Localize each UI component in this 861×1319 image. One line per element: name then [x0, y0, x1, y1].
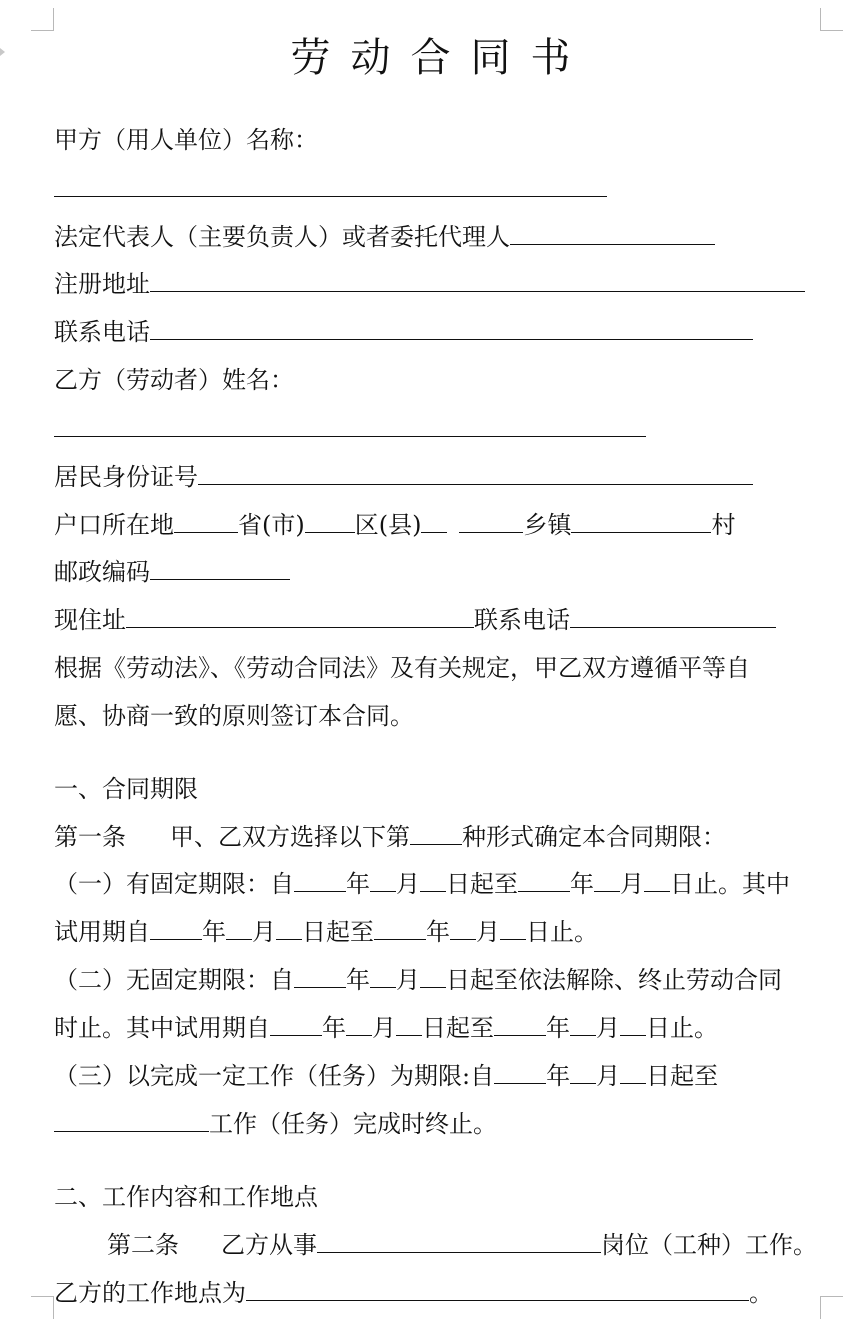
day-field[interactable] [276, 915, 302, 940]
preamble-line: 根据《劳动法》、《劳动合同法》及有关规定，甲乙双方遵循平等自 [54, 654, 750, 682]
open-probation-row [54, 1011, 718, 1045]
fixed-probation-row [54, 915, 598, 949]
party-b-id-row [54, 460, 753, 494]
party-a-name-row [54, 123, 318, 157]
party-b-name-label: 乙方（劳动者）姓名： [54, 366, 294, 394]
month-label: 月 [252, 918, 276, 946]
day-from-label: 日起至 [422, 1014, 494, 1042]
party-b-postcode-row [54, 555, 290, 589]
day-field[interactable] [396, 1011, 422, 1036]
month-field[interactable] [450, 915, 476, 940]
fixed-term-label: （一）有固定期限：自 [54, 870, 294, 898]
month-field[interactable] [570, 1059, 596, 1084]
current-address-field[interactable] [126, 603, 474, 628]
term-form-field[interactable] [410, 820, 462, 845]
day-field[interactable] [420, 963, 446, 988]
year-label: 年 [546, 1014, 570, 1042]
hukou-label: 户口所在地 [54, 511, 174, 539]
month-field[interactable] [370, 963, 396, 988]
open-term-row [54, 963, 782, 997]
probation-label: 试用期自 [54, 918, 150, 946]
party-a-address-row [54, 267, 805, 301]
year-field[interactable] [374, 915, 426, 940]
preamble-line: 愿、协商一致的原则签订本合同。 [54, 702, 414, 730]
month-label: 月 [476, 918, 500, 946]
party-a-phone-row [54, 315, 753, 349]
month-label: 月 [620, 870, 644, 898]
day-end-label: 日止。 [526, 918, 598, 946]
year-label: 年 [322, 1014, 346, 1042]
district-label: 区(县) [354, 511, 422, 539]
month-field[interactable] [346, 1011, 372, 1036]
postcode-label: 邮政编码 [54, 558, 150, 586]
day-field[interactable] [620, 1011, 646, 1036]
day-from-label: 日起至 [646, 1062, 719, 1090]
year-label: 年 [202, 918, 226, 946]
party-a-rep-label: 法定代表人（主要负责人）或者委托代理人 [54, 223, 510, 251]
year-field[interactable] [518, 867, 570, 892]
article-2-text: 岗位（工种）工作。 [601, 1231, 817, 1259]
party-b-name-blank-row [54, 412, 646, 446]
day-from-label: 日起至 [302, 918, 374, 946]
document-title: 劳动合同书 [290, 35, 591, 81]
current-address-label: 现住址 [54, 606, 126, 634]
page-corner-mark [820, 1296, 843, 1319]
work-location-field[interactable] [246, 1276, 749, 1301]
party-b-phone-label: 联系电话 [474, 606, 570, 634]
article-2-text: 乙方从事 [221, 1231, 317, 1259]
page-corner-mark [820, 8, 843, 31]
party-a-rep-field[interactable] [510, 220, 715, 245]
month-field[interactable] [226, 915, 252, 940]
party-a-address-field[interactable] [150, 267, 805, 292]
year-field[interactable] [294, 867, 346, 892]
party-a-name-blank-row [54, 172, 607, 206]
year-field[interactable] [494, 1011, 546, 1036]
day-from-label: 日起至 [446, 870, 518, 898]
article-1-prefix: 第一条 [54, 823, 126, 851]
province-label: 省(市) [238, 511, 305, 539]
month-label: 月 [396, 966, 420, 994]
month-label: 月 [596, 1014, 620, 1042]
day-end-label: 日止。 [670, 870, 742, 898]
district-field[interactable] [421, 508, 447, 533]
page-corner-mark [31, 1296, 54, 1319]
party-b-hukou-row [54, 508, 735, 542]
article-1-text: 甲、乙双方选择以下第 [170, 823, 410, 851]
party-a-phone-field[interactable] [150, 315, 753, 340]
year-field[interactable] [294, 963, 346, 988]
village-label: 村 [711, 511, 736, 539]
fixed-term-tail: 其中 [742, 870, 790, 898]
task-end-label: 工作（任务）完成时终止。 [209, 1110, 497, 1138]
article-1-row [54, 820, 726, 854]
day-field[interactable] [500, 915, 526, 940]
town-label: 乡镇 [523, 511, 572, 539]
month-label: 月 [596, 1062, 621, 1090]
party-b-name-field[interactable] [54, 412, 646, 437]
article-2-prefix: 第二条 [107, 1231, 179, 1259]
party-a-name-field[interactable] [54, 172, 607, 197]
year-field[interactable] [270, 1011, 322, 1036]
village-field[interactable] [571, 508, 711, 533]
party-b-name-row [54, 363, 294, 397]
page-corner-mark [31, 8, 54, 31]
province-field[interactable] [174, 508, 238, 533]
task-term-end-row [54, 1107, 497, 1141]
day-field[interactable] [620, 1059, 646, 1084]
month-field[interactable] [370, 867, 396, 892]
party-a-name-label: 甲方（用人单位）名称： [54, 126, 318, 154]
city-field[interactable] [305, 508, 355, 533]
year-field[interactable] [150, 915, 202, 940]
day-end-label: 日止。 [646, 1014, 718, 1042]
year-label: 年 [570, 870, 594, 898]
year-field[interactable] [494, 1059, 546, 1084]
day-field[interactable] [644, 867, 670, 892]
party-a-address-label: 注册地址 [54, 270, 150, 298]
party-b-id-label: 居民身份证号 [54, 463, 198, 491]
task-field[interactable] [54, 1107, 209, 1132]
party-b-phone-field[interactable] [570, 603, 776, 628]
party-b-id-field[interactable] [198, 460, 753, 485]
day-field[interactable] [420, 867, 446, 892]
postcode-field[interactable] [150, 555, 290, 580]
month-label: 月 [396, 870, 420, 898]
section-2-heading: 二、工作内容和工作地点 [54, 1183, 318, 1211]
party-a-phone-label: 联系电话 [54, 318, 150, 346]
town-field[interactable] [459, 508, 523, 533]
party-a-rep-row [54, 220, 715, 254]
section-1-heading: 一、合同期限 [54, 775, 198, 803]
article-2-row [107, 1228, 817, 1262]
work-location-end: 。 [749, 1279, 773, 1307]
open-probation-label: 时止。其中试用期自 [54, 1014, 270, 1042]
article-1-text: 种形式确定本合同期限： [462, 823, 726, 851]
month-field[interactable] [594, 867, 620, 892]
year-label: 年 [346, 966, 370, 994]
year-label: 年 [426, 918, 450, 946]
open-term-label: （二）无固定期限：自 [54, 966, 294, 994]
position-field[interactable] [317, 1228, 601, 1253]
party-b-current-address-row [54, 603, 776, 637]
month-field[interactable] [570, 1011, 596, 1036]
work-location-label: 乙方的工作地点为 [54, 1279, 246, 1307]
year-label: 年 [346, 870, 370, 898]
year-label: 年 [546, 1062, 571, 1090]
month-label: 月 [372, 1014, 396, 1042]
task-term-label: （三）以完成一定工作（任务）为期限:自 [54, 1062, 495, 1090]
work-location-row [54, 1276, 773, 1310]
open-term-tail: 日起至依法解除、终止劳动合同 [446, 966, 782, 994]
fixed-term-row [54, 867, 790, 901]
task-term-row [54, 1059, 718, 1093]
